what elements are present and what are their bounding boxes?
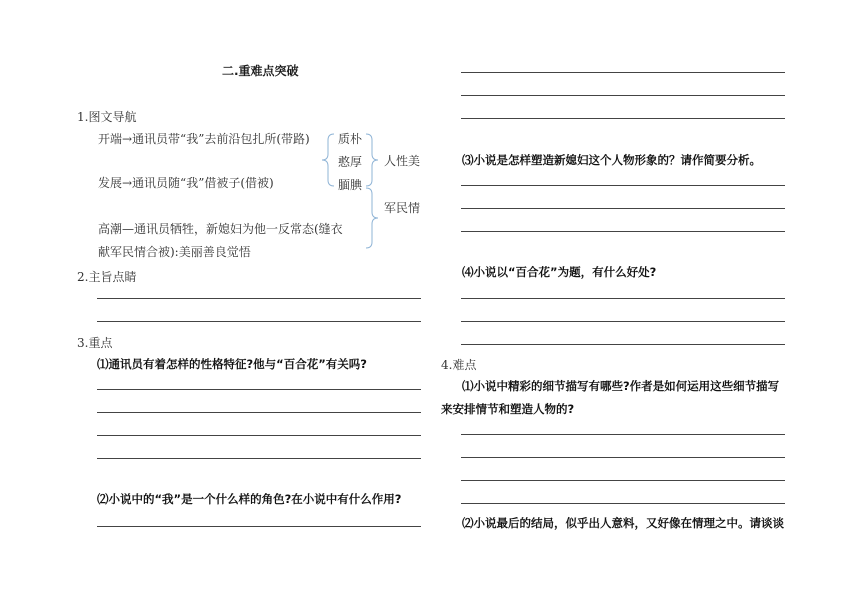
question-3-4: ⑷小说以“百合花”为题，有什么好处? [462,265,657,279]
theme-army-people: 军民情 [384,201,421,215]
trait-shy: 腼腆 [338,178,363,192]
trait-honest: 憨厚 [338,155,363,169]
section-1-heading: 1.图文导航 [77,110,137,124]
answer-line[interactable] [461,344,785,345]
section-3-heading: 3.重点 [77,336,113,350]
nav-line-opening: 开端→通讯员带“我”去前沿包扎所(带路) [98,132,310,146]
answer-line[interactable] [461,95,785,96]
page-title: 二.重难点突破 [222,64,299,78]
answer-line[interactable] [97,298,421,299]
answer-line[interactable] [461,118,785,119]
answer-line[interactable] [97,435,421,436]
nav-line-climax-cont: 献军民情合被):美丽善良觉悟 [98,245,251,259]
answer-line[interactable] [97,458,421,459]
answer-line[interactable] [461,480,785,481]
theme-humanity: 人性美 [384,154,421,168]
answer-line[interactable] [461,231,785,232]
question-4-1-cont: 来安排情节和塑造人物的? [441,402,575,416]
answer-line[interactable] [97,321,421,322]
answer-line[interactable] [461,208,785,209]
theme-brace [362,186,382,250]
question-4-2: ⑵小说最后的结局，似乎出人意料，又好像在情理之中。请谈谈 [462,516,784,530]
trait-plain: 质朴 [338,132,363,146]
answer-line[interactable] [461,434,785,435]
answer-line[interactable] [461,503,785,504]
nav-line-climax: 高潮—通讯员牺牲，新媳妇为他一反常态(缝衣 [98,222,343,236]
question-3-3: ⑶小说是怎样塑造新媳妇这个人物形象的？请作简要分析。 [462,153,761,167]
left-brace [318,132,340,188]
question-3-1: ⑴通讯员有着怎样的性格特征?他与“百合花”有关吗? [97,357,367,371]
question-4-1: ⑴小说中精彩的细节描写有哪些?作者是如何运用这些细节描写 [462,379,780,393]
answer-line[interactable] [97,526,421,527]
section-4-heading: 4.难点 [441,358,477,372]
answer-line[interactable] [461,185,785,186]
section-2-heading: 2.主旨点睛 [77,270,137,284]
trait-brace [362,132,382,188]
answer-line[interactable] [461,72,785,73]
question-3-2: ⑵小说中的“我”是一个什么样的角色?在小说中有什么作用? [97,492,402,506]
answer-line[interactable] [461,457,785,458]
answer-line[interactable] [461,298,785,299]
answer-line[interactable] [97,412,421,413]
nav-line-development: 发展→通讯员随“我”借被子(借被) [98,176,274,190]
answer-line[interactable] [97,389,421,390]
answer-line[interactable] [461,321,785,322]
